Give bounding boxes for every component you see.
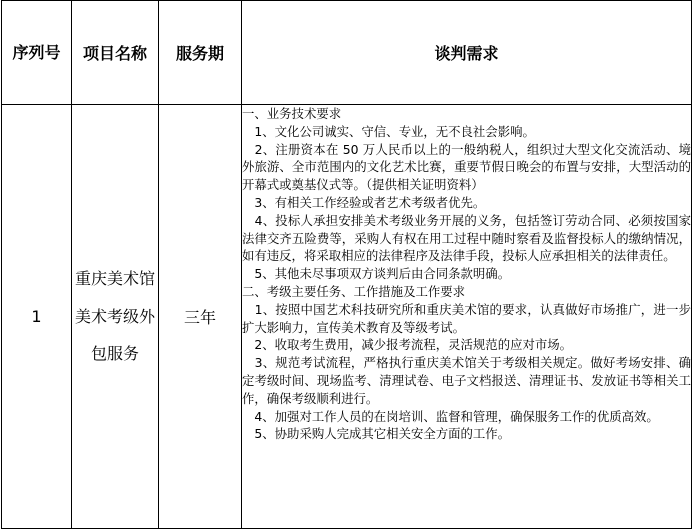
- requirement-line: 5、其他未尽事项双方谈判后由合同条款明确。: [242, 266, 511, 282]
- requirement-line: 1、按照中国艺术科技研究所和重庆美术馆的要求，认真做好市场推广，进一步扩大影响力，宣传美术教育及等级考试。: [242, 301, 691, 335]
- requirement-line: 一、业务技术要求: [242, 106, 342, 121]
- row-service-period: 三年: [159, 105, 242, 529]
- row-requirements: [242, 105, 692, 529]
- header-requirements: 谈判需求: [242, 1, 692, 105]
- row-project-name: 重庆美术馆美术考级外包服务: [72, 105, 159, 529]
- requirement-line: 2、收取考生费用，减少报考流程，灵活规范的应对市场。: [242, 337, 573, 353]
- requirement-line: 5、协助采购人完成其它相关安全方面的工作。: [242, 426, 511, 442]
- requirement-line: 4、加强对工作人员的在岗培训、监督和管理，确保服务工作的优质高效。: [242, 408, 659, 424]
- requirement-line: 3、规范考试流程，严格执行重庆美术馆关于考级相关规定。做好考场安排、确定考级时间、现场监考、清理试卷、电子文档报送、清理证书、发放证书等相关工作，确保考级顺利进行。: [242, 355, 691, 406]
- header-seq: 序列号: [2, 1, 72, 105]
- header-project-name: 项目名称: [72, 1, 159, 105]
- requirement-line: 3、有相关工作经验或者艺术考级者优先。: [242, 194, 486, 210]
- header-service-period: 服务期: [159, 1, 242, 105]
- requirement-line: 2、注册资本在 50 万人民币以上的一般纳税人，组织过大型文化交流活动、境外旅游、全市范围内的文化艺术比赛，重要节假日晚会的布置与安排，大型活动的开幕式或奠基仪式等。（提供相关证明资料）: [242, 141, 691, 193]
- requirement-line: 1、文化公司诚实、守信、专业，无不良社会影响。: [242, 123, 535, 139]
- header-row: [2, 1, 692, 105]
- row-seq: 1: [2, 105, 72, 529]
- requirement-line: 4、投标人承担安排美术考级业务开展的义务，包括签订劳动合同、必须按国家法律交齐五险费等，采购人有权在用工过程中随时察看及监督投标人的缴纳情况，如有违反，将采取相应的法律程序及法律手段，投标人应承担相关的法律责任。: [242, 212, 691, 264]
- procurement-table: [1, 0, 692, 529]
- requirement-line: 二、考级主要任务、工作措施及工作要求: [242, 283, 466, 299]
- table-row: [2, 105, 692, 529]
